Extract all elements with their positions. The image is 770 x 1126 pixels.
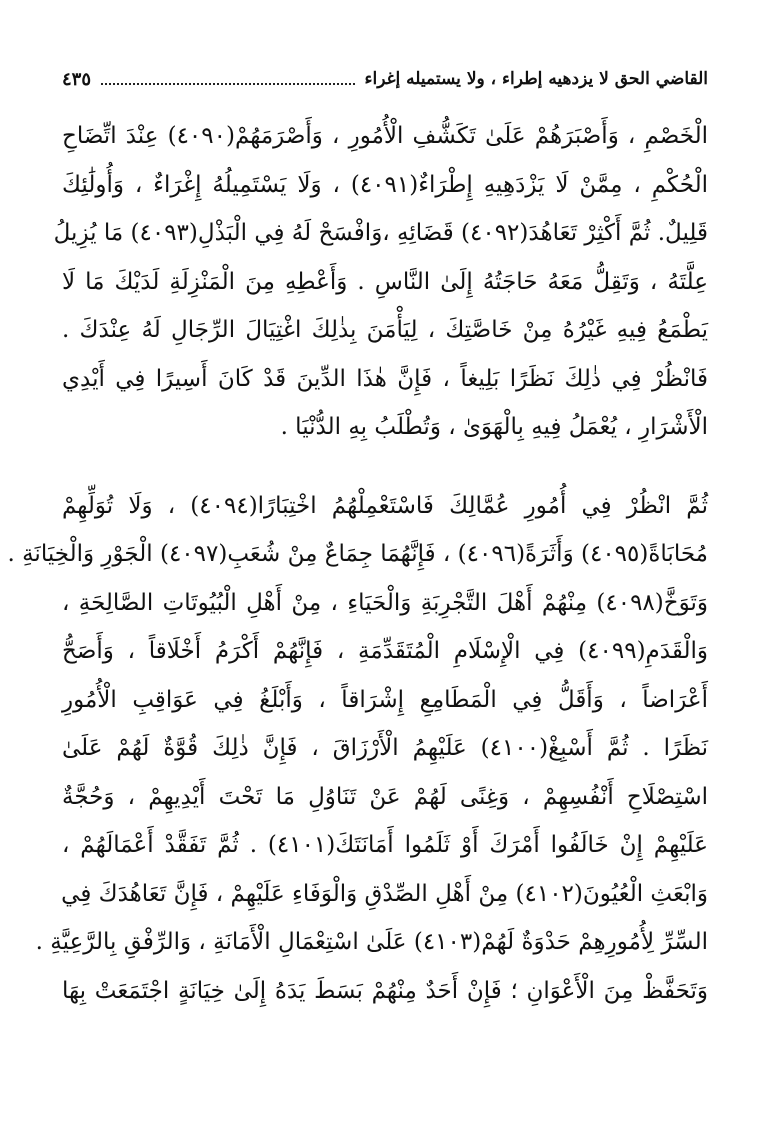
text-line: أَعْرَاضاً ، وَأَقَلُّ فِي الْمَطَامِعِ إِشْرَاقاً ، وَأَبْلَغُ فِي عَوَاقِبِ الْأُمُورِ (62, 686, 708, 713)
header-title: القاضي الحق لا يزدهيه إطراء ، ولا يستميله إغراء (364, 69, 708, 89)
text-line: وَابْعَثِ الْعُيُونَ(٤١٠٢) مِنْ أَهْلِ الصِّدْقِ وَالْوَفَاءِ عَلَيْهِمْ ، فَإِنَّ تَعَاهُدَكَ فِي (61, 880, 708, 907)
text-line: الْأَشْرَارِ ، يُعْمَلُ فِيهِ بِالْهَوَىٰ ، وَتُطْلَبُ بِهِ الدُّنْيَا . (280, 414, 708, 440)
body-text (7, 112, 709, 1015)
text-line: يَطْمَعُ فِيهِ غَيْرُهُ مِنْ خَاصَّتِكَ ، لِيَأْمَنَ بِذٰلِكَ اغْتِيَالَ الرِّجَالِ لَهُ عِنْدَكَ . (62, 317, 708, 343)
paragraph-1 (53, 112, 709, 452)
text-line: وَتَوَخَّ(٤٠٩٨) مِنْهُمْ أَهْلَ التَّجْرِبَةِ وَالْحَيَاءِ ، مِنْ أَهْلِ الْبُيُوتَاتِ الصَّالِحَةِ ، (62, 589, 708, 616)
text-line: الْحُكْمِ ، مِمَّنْ لَا يَزْدَهِيهِ إِطْرَاءٌ(٤٠٩١) ، وَلَا يَسْتَمِيلُهُ إِغْرَاءٌ ، وَأُولَٰئِكَ (62, 171, 709, 198)
text-line: نَظَرًا . ثُمَّ أَسْبِغْ(٤١٠٠) عَلَيْهِمُ الْأَرْزَاقَ ، فَإِنَّ ذٰلِكَ قُوَّةٌ لَهُمْ عَلَىٰ (62, 735, 708, 761)
text-line: الْخَصْمِ ، وَأَصْبَرَهُمْ عَلَىٰ تَكَشُّفِ الْأُمُورِ ، وَأَصْرَمَهُمْ(٤٠٩٠) عِنْدَ اتِّضَاحِ (62, 123, 708, 149)
text-line: السِّرِّ لِأُمُورِهِمْ حَدْوَةٌ لَهُمْ(٤١٠٣) عَلَىٰ اسْتِعْمَالِ الْأَمَانَةِ ، وَالرِّفْقِ بِالرَّعِيَّةِ . (35, 929, 708, 955)
text-line: عِلَّتَهُ ، وَتَقِلُّ مَعَهُ حَاجَتُهُ إِلَىٰ النَّاسِ . وَأَعْطِهِ مِنَ الْمَنْزِلَةِ لَدَيْكَ مَا لَا (62, 268, 708, 295)
header-dot-leader (101, 73, 355, 85)
text-line: اسْتِصْلَاحِ أَنْفُسِهِمْ ، وَغِنًى لَهُمْ عَنْ تَنَاوُلِ مَا تَحْتَ أَيْدِيهِمْ ، وَحُجَّةٌ (62, 783, 708, 810)
text-line: فَانْظُرْ فِي ذٰلِكَ نَظَرًا بَلِيغاً ، فَإِنَّ هٰذَا الدِّينَ قَدْ كَانَ أَسِيرًا فِي أَيْدِي (62, 365, 708, 392)
text-line: عَلَيْهِمْ إِنْ خَالَفُوا أَمْرَكَ أَوْ ثَلَمُوا أَمَانَتَكَ(٤١٠١) . ثُمَّ تَفَقَّدْ أَعْمَالَهُمْ ، (62, 832, 708, 858)
text-line: وَالْقَدَمِ(٤٠٩٩) فِي الْإِسْلَامِ الْمُتَقَدِّمَةِ ، فَإِنَّهُمْ أَكْرَمُ أَخْلَاقاً ، وَأَصَحُّ (62, 638, 708, 664)
text-line: قَلِيلٌ. ثُمَّ أَكْثِرْ تَعَاهُدَ(٤٠٩٢) قَضَائِهِ ،وَافْسَحْ لَهُ فِي الْبَذْلِ(٤٠٩٣) مَا يُزِيلُ (53, 220, 708, 246)
text-line: ثُمَّ انْظُرْ فِي أُمُورِ عُمَّالِكَ فَاسْتَعْمِلْهُمُ اخْتِبَارًا(٤٠٩٤) ، وَلَا تُوَلِّهِمْ (62, 492, 708, 519)
paragraph-gap (62, 452, 708, 482)
paragraph-2 (7, 482, 708, 1016)
text-line: مُحَابَاةً(٤٠٩٥) وَأَثَرَةً(٤٠٩٦) ، فَإِنَّهُمَا جِمَاعٌ مِنْ شُعَبِ(٤٠٩٧) الْجَوْرِ وَالْخِيَانَةِ . (7, 541, 708, 567)
page-number: ٤٣٥ (62, 68, 92, 90)
running-header (62, 64, 708, 94)
text-line: وَتَحَفَّظْ مِنَ الْأَعْوَانِ ؛ فَإِنْ أَحَدٌ مِنْهُمْ بَسَطَ يَدَهُ إِلَىٰ خِيَانَةٍ اجْتَمَعَتْ بِهَا (62, 977, 708, 1004)
